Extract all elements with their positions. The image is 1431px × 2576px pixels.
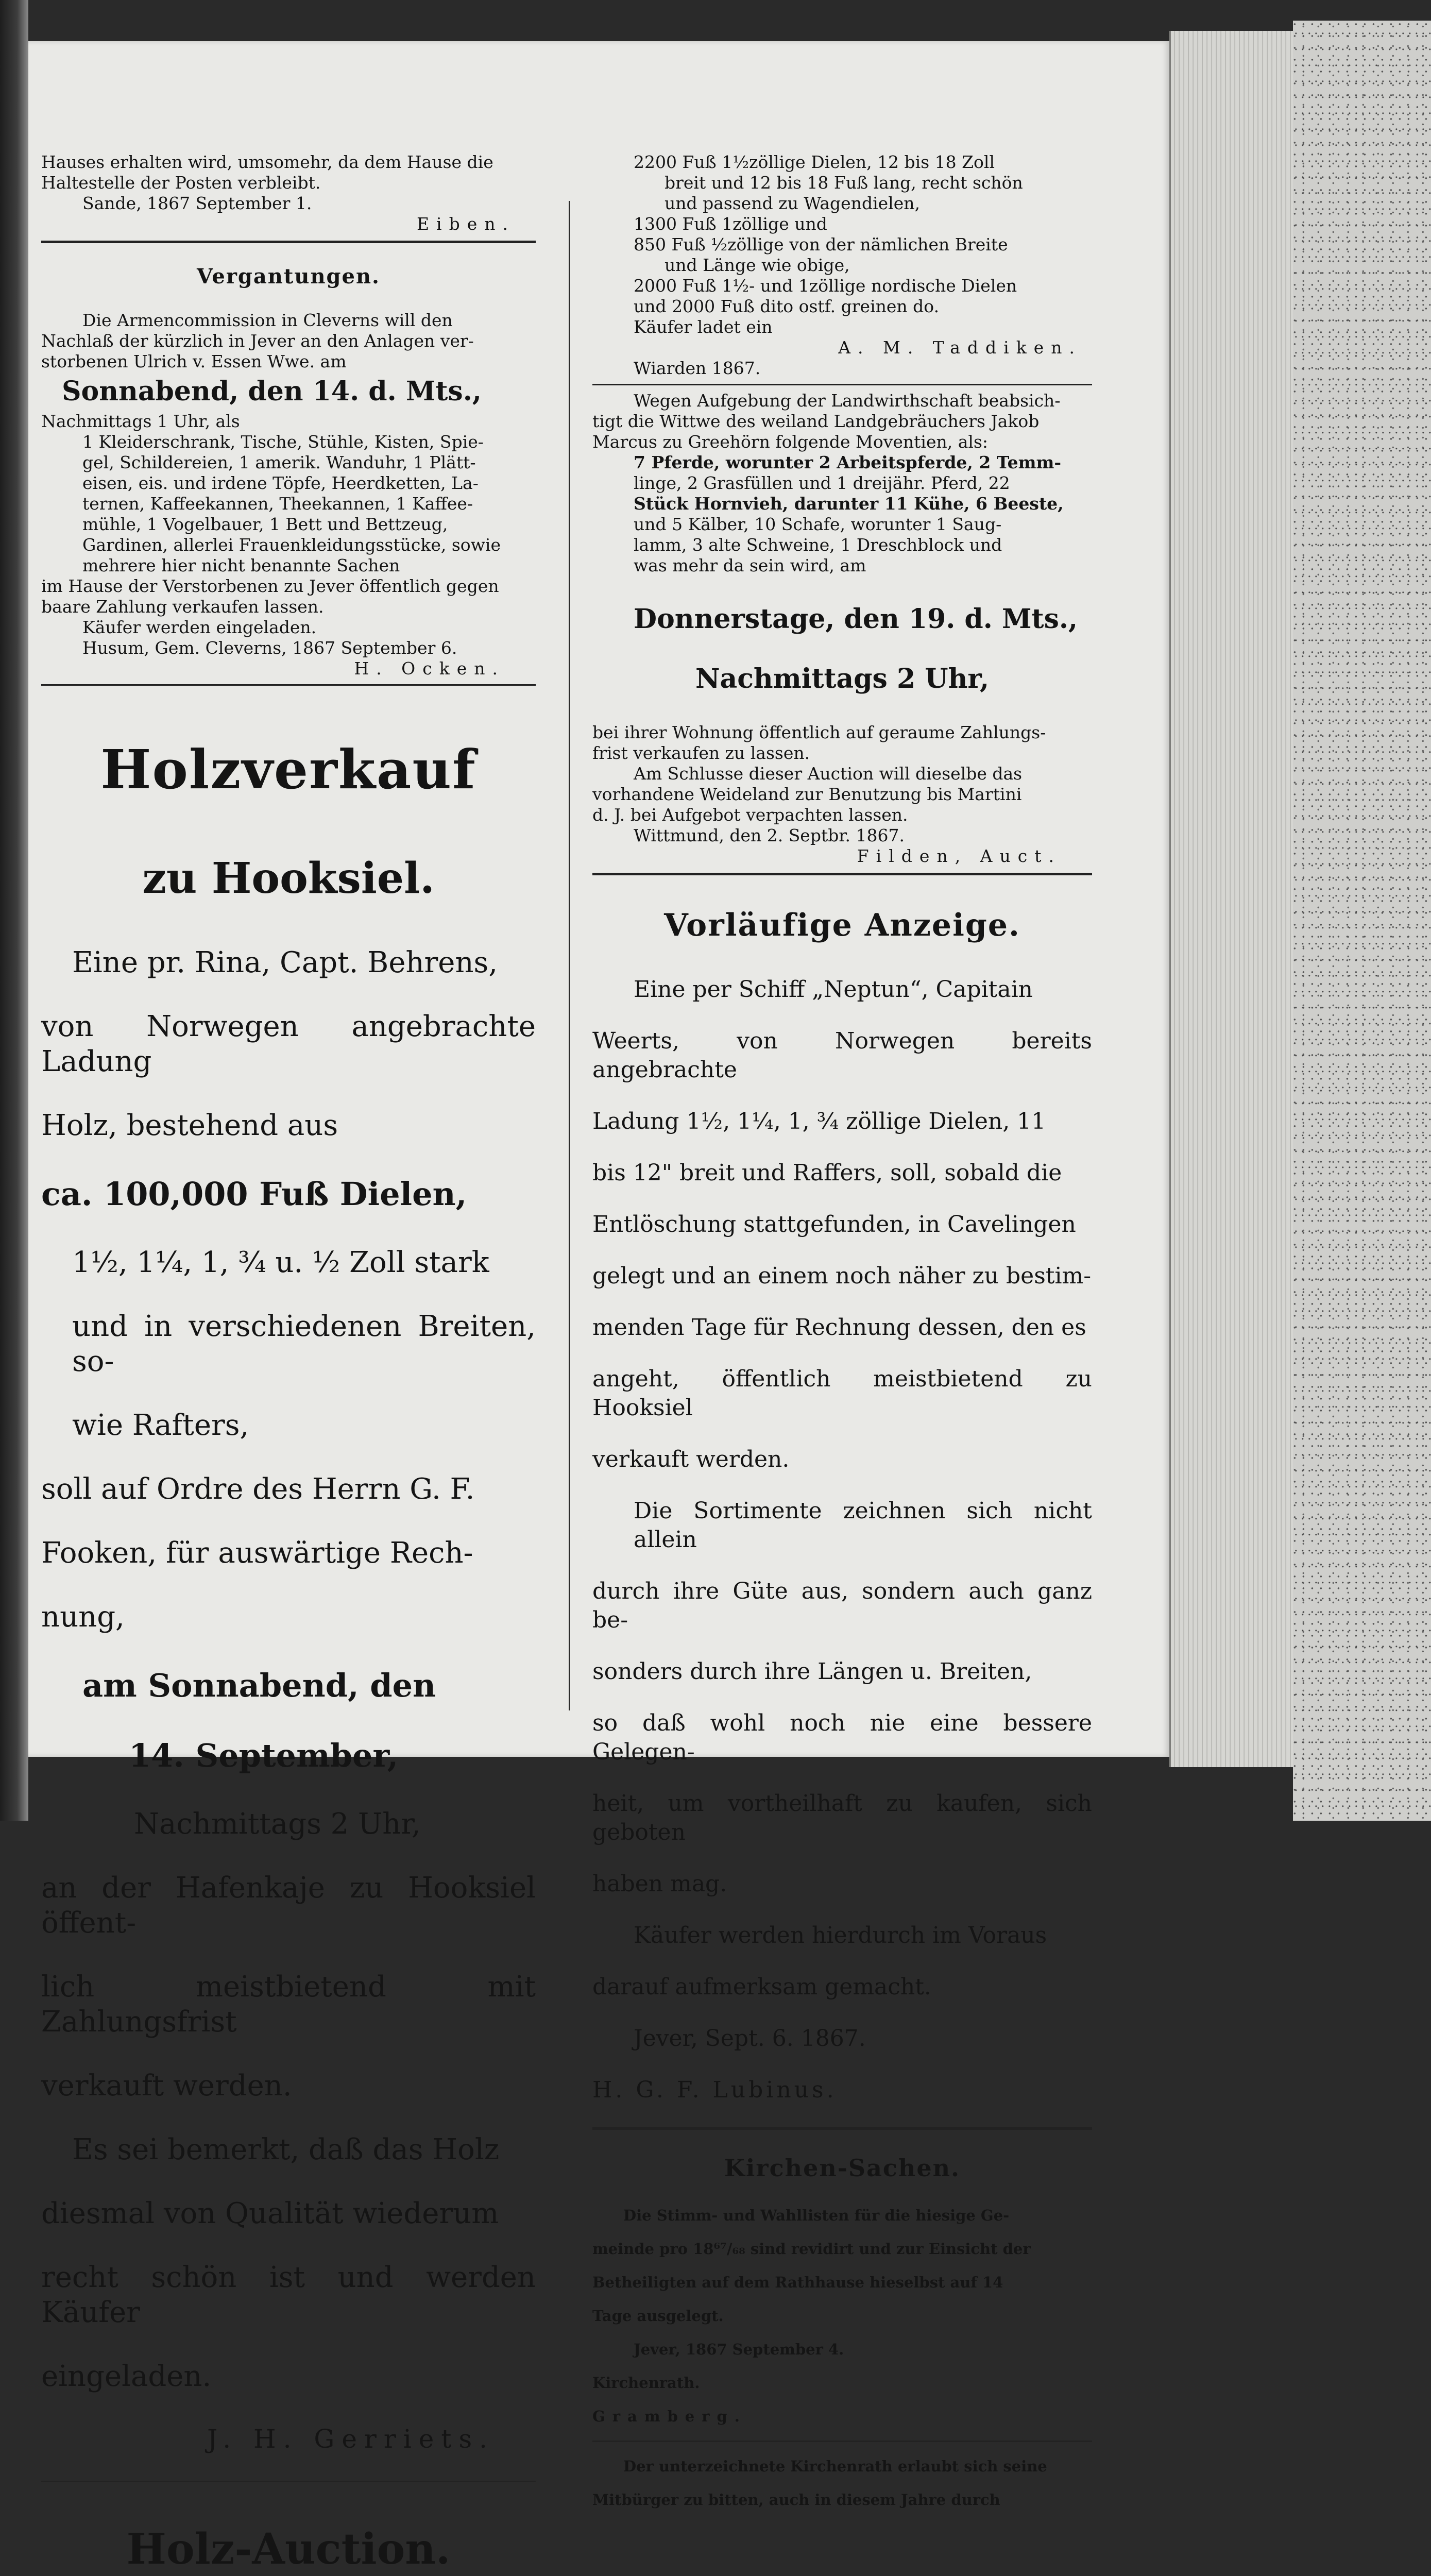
section-rule — [592, 2127, 1092, 2130]
verg-line: baare Zahlung verkaufen lassen. — [41, 597, 324, 617]
holz-line: nung, — [41, 1600, 125, 1634]
holz-line: wie Rafters, — [72, 1409, 249, 1442]
holz-line: diesmal von Qualität wiederum — [41, 2197, 499, 2230]
holz-line: recht schön ist und werden Käufer — [41, 2261, 536, 2329]
list-line: 2200 Fuß 1½zöllige Dielen, 12 bis 18 Zoll — [634, 152, 995, 172]
vorl-line: bis 12" breit und Raffers, soll, sobald die — [592, 1160, 1062, 1186]
land-line: d. J. bei Aufgebot verpachten lassen. — [592, 805, 908, 825]
vorl-line: verkauft werden. — [592, 1446, 790, 1472]
book-cover — [1293, 21, 1431, 1821]
left-column — [41, 152, 536, 2576]
verg-item: Gardinen, allerlei Frauenkleidungsstücke, sowie — [82, 535, 501, 555]
land-line: und 5 Kälber, 10 Schafe, worunter 1 Saug- — [634, 514, 1002, 534]
section-rule — [592, 384, 1092, 385]
section-rule — [41, 241, 536, 243]
verg-item: eisen, eis. und irdene Töpfe, Heerdketten, La- — [82, 473, 479, 493]
verg-item: mühle, 1 Vogelbauer, 1 Bett und Bettzeug, — [82, 514, 448, 534]
kirchen-line: Betheiligten auf dem Rathhause hieselbst auf 14 — [592, 2274, 1003, 2291]
section-rule — [592, 2441, 1092, 2442]
list-line: und Länge wie obige, — [665, 255, 850, 275]
verg-place-date: Husum, Gem. Cleverns, 1867 September 6. — [82, 638, 457, 658]
holz-date: am Sonnabend, den — [82, 1667, 436, 1704]
verg-item: gel, Schildereien, 1 amerik. Wanduhr, 1 Plätt- — [82, 452, 476, 472]
verg-line: storbenen Ulrich v. Essen Wwe. am — [41, 351, 347, 371]
holz-auction-title: Holz-Auction. — [126, 2524, 451, 2574]
vorl-line: Entlöschung stattgefunden, in Cavelingen — [592, 1211, 1076, 1238]
land-line: 7 Pferde, worunter 2 Arbeitspferde, 2 Temm- — [634, 452, 1062, 472]
list-line: breit und 12 bis 18 Fuß lang, recht schön — [665, 173, 1023, 193]
column-divider — [569, 201, 570, 1710]
list-line: 1300 Fuß 1zöllige und — [634, 214, 827, 234]
last-line: Mitbürger zu bitten, auch in diesem Jahre durch — [592, 2491, 1000, 2509]
vorl-line: Eine per Schiff „Neptun“, Capitain — [634, 976, 1033, 1003]
list-line: Käufer ladet ein — [634, 317, 773, 337]
vorl-line: Käufer werden hierdurch im Voraus — [634, 1922, 1047, 1948]
list-line: und 2000 Fuß dito ostf. greinen do. — [634, 296, 940, 316]
section-rule — [41, 684, 536, 686]
verg-signature: H. Ocken. — [354, 658, 505, 679]
vorl-line: haben mag. — [592, 1871, 727, 1897]
land-time: Nachmittags 2 Uhr, — [695, 663, 990, 694]
vorl-line: angeht, öffentlich meistbietend zu Hooksiel — [592, 1366, 1092, 1421]
holz-line: an der Hafenkaje zu Hooksiel öffent- — [41, 1871, 536, 1940]
list-line: 850 Fuß ½zöllige von der nämlichen Breite — [634, 234, 1008, 255]
vorl-line: gelegt und an einem noch näher zu bestim- — [592, 1263, 1092, 1289]
holz-date: 14. September, — [129, 1737, 399, 1774]
verg-line: Käufer werden eingeladen. — [82, 617, 317, 637]
vorl-line: Ladung 1½, 1¼, 1, ¾ zöllige Dielen, 11 — [592, 1108, 1046, 1134]
land-line: tigt die Wittwe des weiland Landgebräuchers Jakob — [592, 411, 1040, 431]
vorl-line: Die Sortimente zeichnen sich nicht allein — [634, 1498, 1092, 1553]
holz-line: Fooken, für auswärtige Rech- — [41, 1536, 473, 1570]
intro-line: Haltestelle der Posten verbleibt. — [41, 173, 321, 193]
vorl-line: Weerts, von Norwegen bereits angebrachte — [592, 1028, 1092, 1083]
list-signature: A. M. Taddiken. — [838, 337, 1082, 358]
land-line: bei ihrer Wohnung öffentlich auf geraume Zahlungs- — [592, 722, 1046, 742]
holz-line: lich meistbietend mit Zahlungsfrist — [41, 1970, 536, 2039]
land-line: was mehr da sein wird, am — [634, 555, 866, 575]
holz-time: Nachmittags 2 Uhr, — [134, 1807, 421, 1841]
kirchen-place-date: Jever, 1867 September 4. — [634, 2341, 844, 2358]
list-place-date: Wiarden 1867. — [634, 358, 761, 378]
kirchen-line: meinde pro 18⁶⁷/₆₈ sind revidirt und zur Einsicht der — [592, 2240, 1031, 2258]
verg-date: Sonnabend, den 14. d. Mts., — [62, 376, 482, 407]
holz-line: soll auf Ordre des Herrn G. F. — [41, 1472, 475, 1506]
holz-line: 1½, 1¼, 1, ¾ u. ½ Zoll stark — [72, 1246, 489, 1279]
verg-line: Nachlaß der kürzlich in Jever an den Anlagen ver- — [41, 331, 474, 351]
vorl-line: durch ihre Güte aus, sondern auch ganz be- — [592, 1578, 1092, 1633]
land-line: Stück Hornvieh, darunter 11 Kühe, 6 Beeste, — [634, 494, 1064, 514]
land-signature: Filden, Auct. — [857, 846, 1061, 866]
land-line: lamm, 3 alte Schweine, 1 Dreschblock und — [634, 535, 1002, 555]
land-line: linge, 2 Grasfüllen und 1 dreijähr. Pferd, 22 — [634, 473, 1010, 493]
intro-place-date: Sande, 1867 September 1. — [82, 193, 312, 213]
holz-line: Holz, bestehend aus — [41, 1109, 338, 1142]
verg-item: 1 Kleiderschrank, Tische, Stühle, Kisten, Spie- — [82, 432, 484, 452]
kirchen-org: Kirchenrath. — [592, 2374, 700, 2392]
vorl-line: so daß wohl noch nie eine bessere Gelegen- — [592, 1710, 1092, 1765]
verg-line: Die Armencommission in Cleverns will den — [82, 310, 453, 330]
vergantungen-title: Vergantungen. — [197, 264, 380, 289]
holz-quantity: ca. 100,000 Fuß Dielen, — [41, 1175, 467, 1213]
verg-line: im Hause der Verstorbenen zu Jever öffentlich gegen — [41, 576, 499, 596]
intro-line: Hauses erhalten wird, umsomehr, da dem Hause die — [41, 152, 493, 172]
holz-signature: J. H. Gerriets. — [207, 2424, 495, 2454]
land-line: vorhandene Weideland zur Benutzung bis Martini — [592, 784, 1022, 804]
vorl-place-date: Jever, Sept. 6. 1867. — [634, 2025, 866, 2052]
land-place-date: Wittmund, den 2. Septbr. 1867. — [634, 825, 905, 845]
holz-line: Es sei bemerkt, daß das Holz — [72, 2133, 500, 2166]
section-rule — [592, 873, 1092, 875]
land-line: Marcus zu Greehörn folgende Moventien, als: — [592, 432, 988, 452]
kirchen-line: Die Stimm- und Wahllisten für die hiesige Ge- — [623, 2207, 1010, 2224]
intro-signature: Eiben. — [416, 214, 515, 234]
kirchen-sachen-title: Kirchen-Sachen. — [724, 2154, 961, 2182]
list-line: 2000 Fuß 1½- und 1zöllige nordische Dielen — [634, 276, 1017, 296]
section-rule — [41, 2481, 536, 2482]
holz-line: von Norwegen angebrachte Ladung — [41, 1010, 536, 1078]
scan-background-left — [0, 0, 28, 1821]
land-line: frist verkaufen zu lassen. — [592, 743, 810, 763]
holz-line: und in verschiedenen Breiten, so- — [72, 1310, 536, 1378]
holz-line: eingeladen. — [41, 2360, 212, 2393]
vorl-line: sonders durch ihre Längen u. Breiten, — [592, 1658, 1032, 1685]
holzverkauf-subtitle: zu Hooksiel. — [142, 854, 435, 903]
vorl-signature: H. G. F. Lubinus. — [592, 2077, 837, 2103]
vorl-line: heit, um vortheilhaft zu kaufen, sich geboten — [592, 1790, 1092, 1845]
list-line: und passend zu Wagendielen, — [665, 193, 920, 213]
kirchen-signature: Gramberg. — [592, 2408, 747, 2425]
verg-time: Nachmittags 1 Uhr, als — [41, 411, 240, 431]
verg-item: mehrere hier nicht benannte Sachen — [82, 555, 400, 575]
holz-line: verkauft werden. — [41, 2069, 292, 2103]
vorlaeufige-anzeige-title: Vorläufige Anzeige. — [664, 907, 1020, 943]
vorl-line: menden Tage für Rechnung dessen, den es — [592, 1314, 1086, 1341]
verg-item: ternen, Kaffeekannen, Theekannen, 1 Kaffee- — [82, 494, 473, 514]
land-date: Donnerstage, den 19. d. Mts., — [634, 603, 1078, 635]
right-column — [592, 152, 1092, 2524]
book-page-edges — [1169, 31, 1294, 1767]
vorl-line: darauf aufmerksam gemacht. — [592, 1974, 931, 2000]
land-line: Wegen Aufgebung der Landwirthschaft beabsich- — [634, 391, 1061, 411]
kirchen-line: Tage ausgelegt. — [592, 2307, 724, 2325]
land-line: Am Schlusse dieser Auction will dieselbe das — [634, 764, 1023, 784]
last-line: Der unterzeichnete Kirchenrath erlaubt sich seine — [623, 2458, 1047, 2475]
holzverkauf-title: Holzverkauf — [100, 738, 476, 801]
holz-line: Eine pr. Rina, Capt. Behrens, — [72, 946, 498, 979]
